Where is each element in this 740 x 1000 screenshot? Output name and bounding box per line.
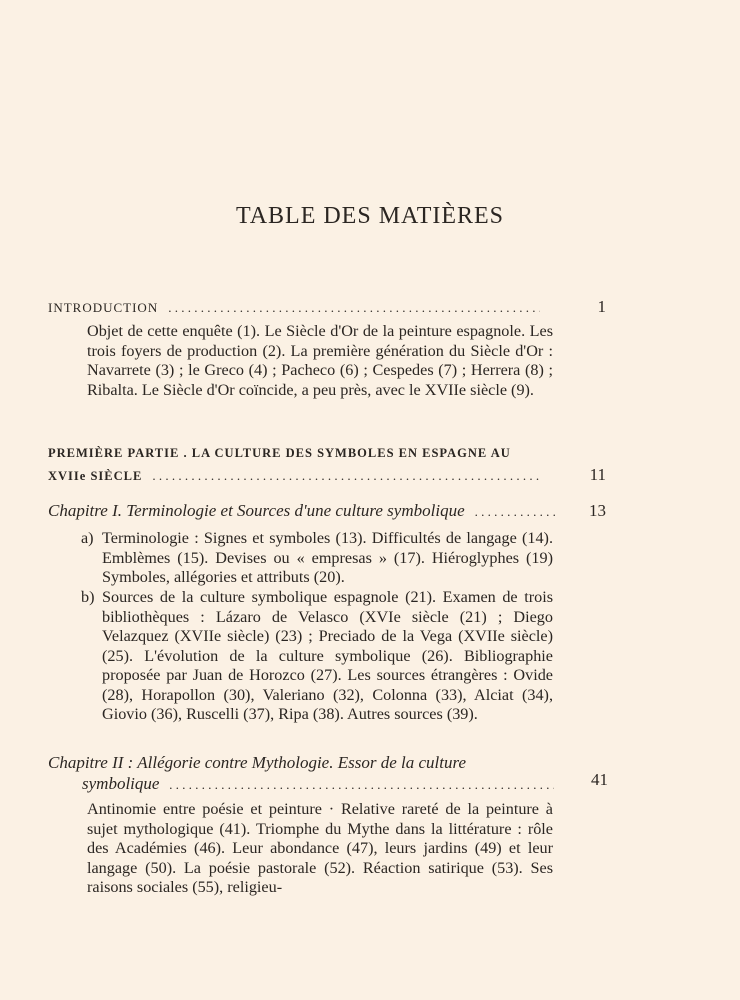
chapter2-page-number: 41: [591, 770, 608, 789]
chapter2-title: Chapitre II : Allégorie contre Mythologie. Essor de la culture: [48, 753, 466, 772]
chapter2-title-continued: symbolique: [82, 774, 160, 793]
part1-page-number: 11: [589, 465, 606, 484]
introduction-summary-text: Objet de cette enquête (1). Le Siècle d'Or de la peinture espagnole. Les trois foyers de production (2). La première génération du Siècle d'Or : Navarrete (3) ; le Greco (4) ; Pacheco (6) ; Cespedes (7) ; Herrera (8) ; Ribalta. Le Siècle d'Or coïncide, a peu près, avec le XVIIe siècle (9).: [87, 322, 553, 399]
item-a-marker: a): [81, 529, 94, 547]
chapter2-summary: [87, 800, 553, 898]
toc-entry-introduction[interactable]: [48, 297, 606, 317]
chapter1-title: Chapitre I. Terminologie et Sources d'une culture symbolique: [48, 501, 465, 520]
dot-leader: [475, 503, 556, 521]
introduction-page-number: 1: [597, 297, 606, 316]
chapter1-page-number: 13: [589, 501, 606, 520]
page-title: TABLE DES MATIÈRES: [235, 203, 505, 229]
dot-leader: [168, 299, 540, 317]
toc-entry-part1[interactable]: [48, 465, 606, 485]
item-b-marker: b): [81, 588, 95, 606]
chapter1-item-b: [81, 588, 553, 725]
dot-leader: [152, 467, 540, 485]
chapter2-summary-text: Antinomie entre poésie et peinture · Relative rareté de la peinture à sujet mythologique (41). Triomphe du Mythe dans la littérature : rôle des Académies (46). Leur abondance (47), leurs jardins (49) et leur langage (50). La poésie pastorale (52). Réaction satirique (53). Ses raisons sociales (55), religieu-: [87, 800, 553, 896]
chapter2-title-line2-row: [48, 773, 554, 795]
toc-entry-chapter1[interactable]: [48, 501, 606, 521]
part1-title-continued: XVIIe SIÈCLE: [48, 469, 143, 483]
toc-entry-chapter2[interactable]: [48, 752, 554, 795]
chapter1-item-a: [81, 529, 553, 588]
introduction-summary: [87, 322, 553, 400]
part1-title: PREMIÈRE PARTIE . LA CULTURE DES SYMBOLES EN ESPAGNE AU: [48, 446, 511, 460]
item-a-text: Terminologie : Signes et symboles (13). Difficultés de langage (14). Emblèmes (15). Devises ou « empresas » (17). Hiéroglyphes (19) Symboles, allégories et attributs (20).: [102, 529, 553, 586]
introduction-label: INTRODUCTION: [48, 300, 159, 315]
dot-leader: [169, 773, 554, 795]
part1-heading-line1[interactable]: [48, 446, 606, 461]
item-b-text: Sources de la culture symbolique espagnole (21). Examen de trois bibliothèques : Lázaro de Velasco (XVIe siècle (21) ; Diego Velazquez (XVIIe siècle) (23) ; Preciado de la Vega (XVIIe siècle) (25). L'évolution de la culture symbolique (26). Bibliographie proposée par Juan de Horozco (27). Les sources étrangères : Ovide (28), Horapollon (30), Valeriano (32), Colonna (33), Alciat (34), Giovio (36), Ruscelli (37), Ripa (38). Autres sources (39).: [102, 588, 553, 723]
